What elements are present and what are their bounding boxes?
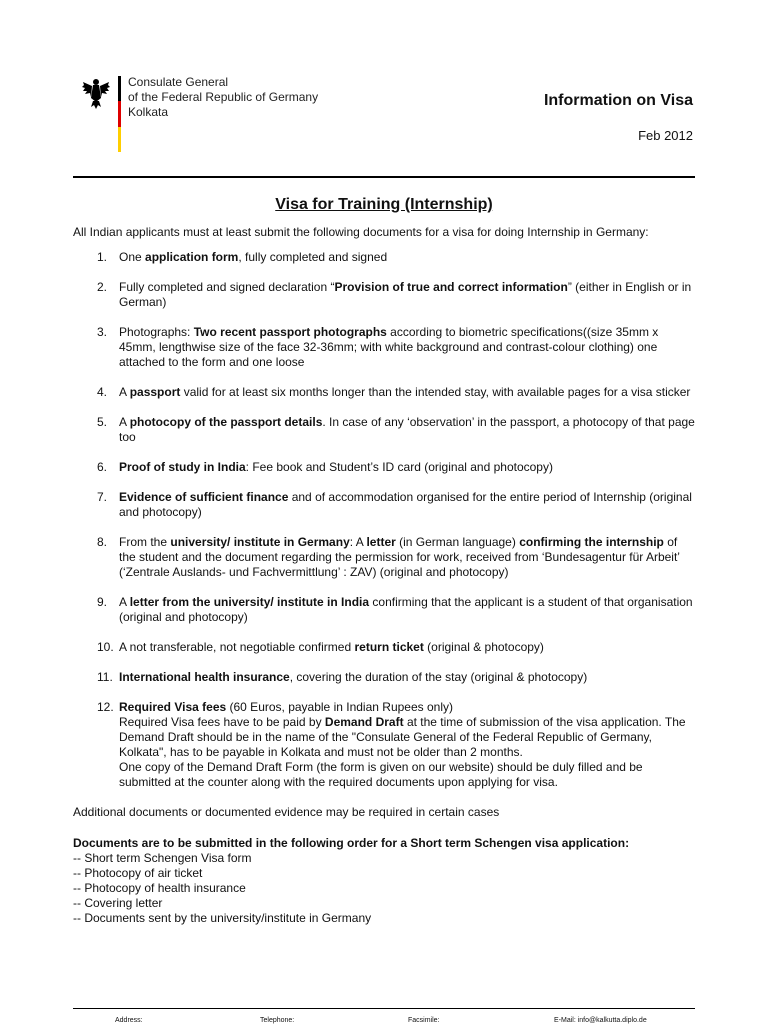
- footer-email: E-Mail: info@kalkutta.diplo.de: [554, 1017, 647, 1024]
- requirement-item: [73, 595, 695, 625]
- item-text: A not transferable, not negotiable confirmed: [119, 640, 355, 654]
- consulate-logo: [78, 70, 318, 154]
- german-flag-stripe: [118, 76, 121, 152]
- item-text: A: [119, 415, 130, 429]
- document-body: [73, 195, 695, 926]
- footer-telephone: Telephone:: [260, 1017, 295, 1024]
- item-number: 1.: [97, 250, 108, 264]
- item-text: of the student and the document regarding the permission for work, received from ‘Bundesagentur für Arbeit’ (‘Zentrale Auslands- und Fachvermittlung’ : ZAV) (original and photocopy): [119, 535, 680, 579]
- item-emphasis: Evidence of sufficient finance: [119, 490, 289, 504]
- item-text: and of accommodation organised for the entire period of Internship (original and photocopy): [119, 490, 692, 519]
- footer-address: Address:: [115, 1017, 143, 1024]
- item-text: at the time of submission of the visa application. The Demand Draft should be in the name of the "Consulate General of the Federal Republic of Germany, Kolkata", has to be payable in Kolkata and must not be older than 2 months.: [119, 715, 686, 759]
- consulate-name: [128, 75, 318, 120]
- header-divider: [73, 176, 695, 178]
- page-title: Information on Visa: [543, 92, 693, 109]
- item-text: ” (either in English or in German): [119, 280, 692, 309]
- requirement-item: [73, 325, 695, 370]
- org-line-2: of the Federal Republic of Germany: [128, 90, 319, 104]
- order-heading: Documents are to be submitted in the following order for a Short term Schengen visa application:: [73, 836, 630, 850]
- item-text: A: [119, 595, 130, 609]
- org-line-3: Kolkata: [128, 105, 169, 119]
- requirement-item: [73, 250, 695, 265]
- item-number: 5.: [97, 415, 108, 429]
- order-list-item: -- Photocopy of health insurance: [73, 881, 246, 895]
- item-number: 8.: [97, 535, 108, 549]
- footer-facsimile: Facsimile:: [408, 1017, 440, 1024]
- item-text: Required Visa fees have to be paid by: [119, 715, 325, 729]
- requirement-item: [73, 700, 695, 790]
- flag-red: [118, 101, 121, 126]
- document-date: Feb 2012: [638, 128, 693, 143]
- item-text: Photographs:: [119, 325, 194, 339]
- item-emphasis: Proof of study in India: [119, 460, 246, 474]
- item-text: One copy of the Demand Draft Form (the form is given on our website) should be duly filled and be submitted at the counter along with the required documents upon applying for visa.: [119, 760, 643, 789]
- item-text: confirming that the applicant is a student of that organisation (original and photocopy): [119, 595, 693, 624]
- requirement-item: [73, 490, 695, 520]
- flag-gold: [118, 127, 121, 152]
- item-number: 12.: [97, 700, 114, 714]
- item-text: From the: [119, 535, 171, 549]
- item-number: 4.: [97, 385, 108, 399]
- item-emphasis: confirming the internship: [519, 535, 664, 549]
- requirement-item: [73, 640, 695, 655]
- requirement-item: [73, 535, 695, 580]
- org-line-1: Consulate General: [128, 75, 229, 89]
- intro-paragraph: All Indian applicants must at least submit the following documents for a visa for doing Internship in Germany:: [73, 225, 649, 239]
- item-number: 11.: [97, 670, 113, 684]
- footer-divider: [73, 1008, 695, 1009]
- item-emphasis: letter from the university/ institute in India: [129, 595, 370, 609]
- requirement-item: [73, 385, 695, 400]
- item-number: 3.: [97, 325, 108, 339]
- item-number: 6.: [97, 460, 108, 474]
- item-emphasis: Required Visa fees: [119, 700, 227, 714]
- item-emphasis: Provision of true and correct information: [334, 280, 568, 294]
- item-text: Fully completed and signed declaration “: [119, 280, 335, 294]
- order-list-item: -- Photocopy of air ticket: [73, 866, 203, 880]
- item-emphasis: Demand Draft: [324, 715, 404, 729]
- item-text: One: [119, 250, 146, 264]
- requirement-item: [73, 460, 695, 475]
- item-emphasis: International health insurance: [119, 670, 290, 684]
- item-text: : A: [349, 535, 367, 549]
- item-text: A: [119, 385, 130, 399]
- requirement-item: [73, 280, 695, 310]
- item-emphasis: passport: [129, 385, 181, 399]
- letterhead: [0, 0, 768, 180]
- flag-black: [118, 76, 121, 101]
- item-text: (in German language): [395, 535, 520, 549]
- order-list: [73, 851, 695, 926]
- order-list-item: -- Short term Schengen Visa form: [73, 851, 252, 865]
- item-text: valid for at least six months longer than the intended stay, with available pages for a visa sticker: [180, 385, 691, 399]
- item-emphasis: photocopy of the passport details: [129, 415, 323, 429]
- item-emphasis: letter: [366, 535, 396, 549]
- item-text: , covering the duration of the stay (original & photocopy): [289, 670, 588, 684]
- item-number: 9.: [97, 595, 108, 609]
- item-text: (original & photocopy): [423, 640, 544, 654]
- item-emphasis: university/ institute in Germany: [170, 535, 350, 549]
- item-emphasis: return ticket: [354, 640, 424, 654]
- item-text: (60 Euros, payable in Indian Rupees only): [226, 700, 453, 714]
- item-emphasis: application form: [145, 250, 239, 264]
- item-text: , fully completed and signed: [238, 250, 388, 264]
- item-number: 2.: [97, 280, 108, 294]
- item-number: 10.: [97, 640, 114, 654]
- item-text: according to biometric specifications((size 35mm x 45mm, lengthwise size of the face 32-36mm; with white background and contrast-colour clothing) one attached to the form and one loose: [119, 325, 659, 369]
- requirement-item: [73, 670, 695, 685]
- requirement-item: [73, 415, 695, 445]
- requirements-list: [73, 250, 695, 790]
- item-number: 7.: [97, 490, 108, 504]
- item-text: : Fee book and Student’s ID card (original and photocopy): [245, 460, 553, 474]
- additional-note: Additional documents or documented evidence may be required in certain cases: [73, 805, 500, 819]
- federal-eagle-icon: [82, 76, 110, 110]
- order-list-item: -- Documents sent by the university/institute in Germany: [73, 911, 372, 925]
- document-title: Visa for Training (Internship): [275, 196, 493, 213]
- item-text: . In case of any ‘observation’ in the passport, a photocopy of that page too: [119, 415, 695, 444]
- item-emphasis: Two recent passport photographs: [193, 325, 387, 339]
- order-list-item: -- Covering letter: [73, 896, 163, 910]
